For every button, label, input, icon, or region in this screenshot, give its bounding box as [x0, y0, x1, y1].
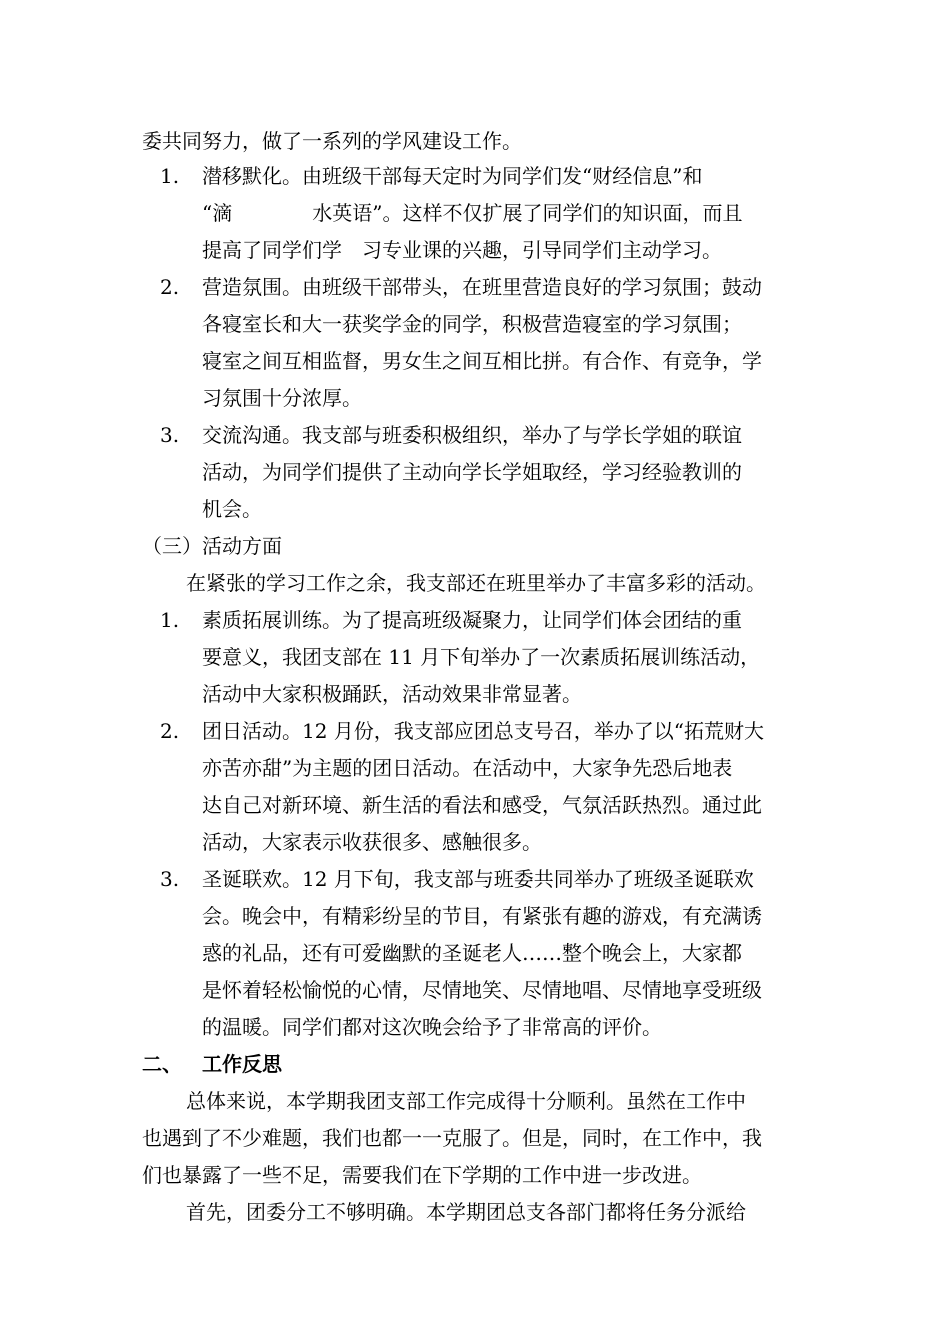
activity-item-2-number: 2.: [160, 719, 180, 743]
activity-heading: （三）活动方面: [142, 534, 282, 558]
reflection-line-2: 也遇到了不少难题，我们也都一一克服了。但是，同时，在工作中，我: [142, 1126, 762, 1150]
activity-item-3-line-5: 的温暖。同学们都对这次晚会给予了非常高的评价。: [202, 1015, 662, 1039]
study-item-3-number: 3.: [160, 423, 180, 447]
first-point: 首先，团委分工不够明确。本学期团总支各部门都将任务分派给: [186, 1200, 746, 1224]
study-item-3-line-1: 交流沟通。我支部与班委积极组织，举办了与学长学姐的联谊: [202, 423, 742, 447]
study-item-1-line-3: 提高了同学们学 习专业课的兴趣，引导同学们主动学习。: [202, 238, 722, 262]
activity-item-1-number: 1.: [160, 608, 180, 632]
study-item-1-line-2: “滴 水英语”。这样不仅扩展了同学们的知识面，而且: [202, 201, 743, 225]
study-item-3-line-3: 机会。: [202, 497, 262, 521]
reflection-line-1: 总体来说，本学期我团支部工作完成得十分顺利。虽然在工作中: [186, 1089, 746, 1113]
activity-item-2-line-4: 活动，大家表示收获很多、感触很多。: [202, 830, 542, 854]
activity-item-2-line-2: 亦苦亦甜”为主题的团日活动。在活动中，大家争先恐后地表: [202, 756, 733, 780]
study-item-2-line-4: 习氛围十分浓厚。: [202, 386, 362, 410]
study-item-3-line-2: 活动，为同学们提供了主动向学长学姐取经，学习经验教训的: [202, 460, 742, 484]
activity-item-2-line-1: 团日活动。12 月份，我支部应团总支号召，举办了以“拓荒财大: [202, 719, 765, 743]
activity-intro: 在紧张的学习工作之余，我支部还在班里举办了丰富多彩的活动。: [186, 571, 766, 595]
activity-item-1-line-1: 素质拓展训练。为了提高班级凝聚力，让同学们体会团结的重: [202, 608, 742, 632]
activity-item-3-line-2: 会。晚会中，有精彩纷呈的节目，有紧张有趣的游戏，有充满诱: [202, 904, 762, 928]
activity-item-3-line-3: 惑的礼品，还有可爱幽默的圣诞老人……整个晚会上，大家都: [202, 941, 742, 965]
section-2-number: 二、: [142, 1052, 182, 1076]
activity-item-3-number: 3.: [160, 867, 180, 891]
reflection-line-3: 们也暴露了一些不足，需要我们在下学期的工作中进一步改进。: [142, 1163, 702, 1187]
study-item-1-number: 1.: [160, 164, 180, 188]
study-item-2-line-2: 各寝室长和大一获奖学金的同学，积极营造寝室的学习氛围；: [202, 312, 742, 336]
study-item-2-line-3: 寝室之间互相监督，男女生之间互相比拼。有合作、有竞争，学: [202, 349, 762, 373]
activity-item-3-line-1: 圣诞联欢。12 月下旬，我支部与班委共同举办了班级圣诞联欢: [202, 867, 754, 891]
activity-item-2-line-3: 达自己对新环境、新生活的看法和感受，气氛活跃热烈。通过此: [202, 793, 762, 817]
study-item-2-number: 2.: [160, 275, 180, 299]
study-item-1-line-1: 潜移默化。由班级干部每天定时为同学们发“财经信息”和: [202, 164, 703, 188]
activity-item-3-line-4: 是怀着轻松愉悦的心情，尽情地笑、尽情地唱、尽情地享受班级: [202, 978, 762, 1002]
study-item-2-line-1: 营造氛围。由班级干部带头，在班里营造良好的学习氛围；鼓动: [202, 275, 762, 299]
section-2-title: 工作反思: [202, 1052, 282, 1076]
activity-item-1-line-3: 活动中大家积极踊跃，活动效果非常显著。: [202, 682, 582, 706]
activity-item-1-line-2: 要意义，我团支部在 11 月下旬举办了一次素质拓展训练活动，: [202, 645, 761, 669]
intro-tail: 委共同努力，做了一系列的学风建设工作。: [142, 129, 522, 153]
